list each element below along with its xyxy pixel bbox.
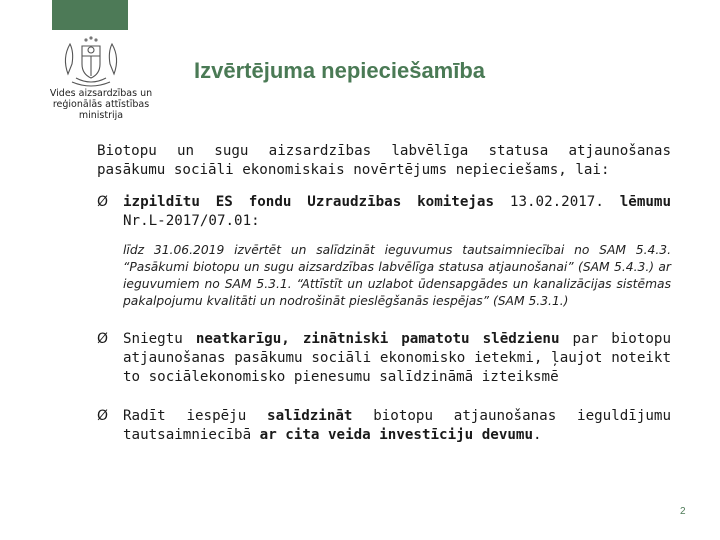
- page-number: 2: [680, 506, 686, 517]
- quoted-decision-text: līdz 31.06.2019 izvērtēt un salīdzināt ieguvumus tautsaimniecībai no SAM 5.4.3. “Pasākumi biotopu un sugu aizsardzības labvēlīga statusa atjaunošanai” (SAM 5.4.3.) ar ieguvumiem no SAM 5.3.1. “Attīstīt un uzlabot ūdensapgādes un kanalizācijas sistēmas pakalpojumu kvalitāti un nodrošināt pieslēgšanās iespējas” (SAM 5.3.1.): [123, 243, 671, 308]
- page-title: Izvērtējuma nepieciešamība: [194, 58, 486, 83]
- bullet-item-conclusion: Ø Sniegtu neatkarīgu, zinātniski pamatotu slēdzienu par biotopu atjaunošanas pasākumu sociāli ekonomisko ietekmi, ļaujot noteikt to sociālekonomisko pienesumu salīdzināmā izteiksmē: [97, 331, 671, 385]
- arrow-bullet-icon: Ø: [97, 331, 109, 347]
- slide-content: [97, 142, 671, 445]
- arrow-bullet-icon: Ø: [97, 408, 109, 424]
- header-green-tab: [52, 0, 128, 30]
- coat-of-arms-icon: [58, 34, 124, 92]
- arrow-bullet-icon: Ø: [97, 194, 109, 210]
- bullet-item-committee: Ø izpildītu ES fondu Uzraudzības komitejas 13.02.2017. lēmumu Nr.L-2017/07.01:: [97, 194, 671, 229]
- intro-paragraph: Biotopu un sugu aizsardzības labvēlīga statusa atjaunošanas pasākumu sociāli ekonomiskais novērtējums nepieciešams, lai:: [97, 143, 671, 178]
- ministry-name: Vides aizsardzības un reģionālās attīstības ministrija: [49, 88, 153, 121]
- bullet-item-comparison: Ø Radīt iespēju salīdzināt biotopu atjaunošanas ieguldījumu tautsaimniecībā ar cita veida investīciju devumu.: [97, 408, 671, 443]
